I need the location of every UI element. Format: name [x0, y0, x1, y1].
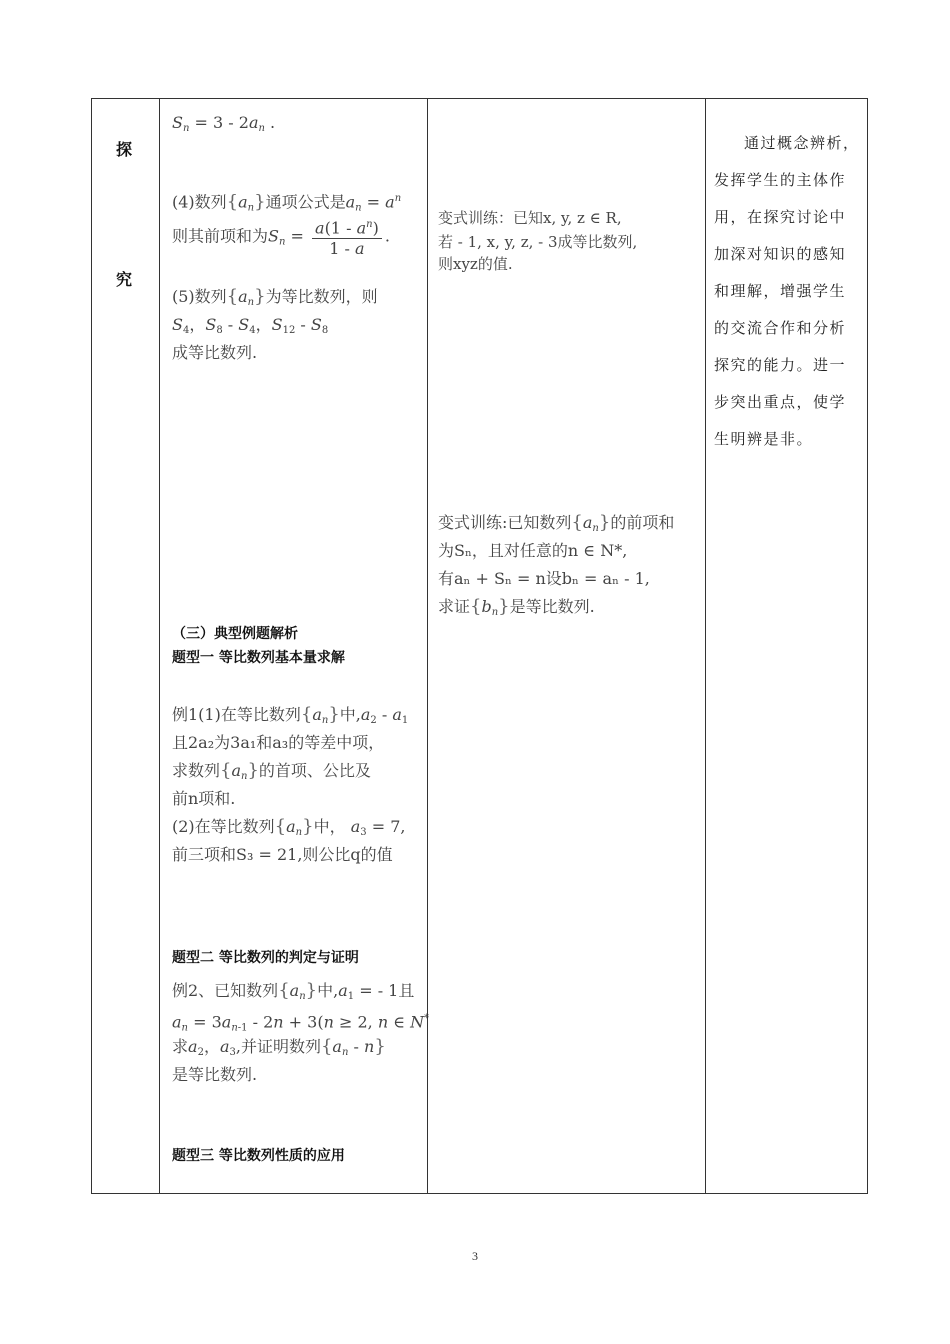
type3-heading: 题型三 等比数列性质的应用 [172, 1148, 345, 1164]
variant2-line2: 为Sₙ，且对任意的n ∈ N*, [438, 541, 628, 560]
variant-exercise-cell [428, 99, 704, 1193]
type1-heading: 题型一 等比数列基本量求解 [172, 650, 345, 666]
item4-line1: (4)数列$\{a_n\}$通项公式是$a_n = a^n$ [172, 191, 402, 214]
item5-line2: $S_4$，$S_8 - S_4$，$S_{12} - S_8$ [172, 315, 329, 336]
example1-line2: 且2a₂为3a₁和a₃的等差中项， [172, 733, 385, 752]
item5-prefix: (5)数列 [172, 287, 227, 306]
ex2-line3-prefix: 求 [172, 1037, 189, 1056]
variant2-line4-prefix: 求证 [438, 597, 471, 616]
main-content-cell [160, 99, 430, 1193]
ex2-suffix: 中, [317, 981, 339, 1000]
ex2-prefix: 例2、已知数列 [172, 981, 279, 1000]
item5-line1: (5)数列$\{a_n\}$为等比数列，则 [172, 286, 378, 308]
ex2-line3-mid: ,并证明数列 [235, 1037, 321, 1056]
stage-label-char: 究 [116, 270, 133, 289]
formula-sn: $S_n = 3 - 2a_n$ . [172, 113, 276, 134]
ex1-line3-prefix: 求数列 [172, 761, 221, 780]
variant1-line1: 变式训练：已知x, y, z ∈ R, [438, 209, 622, 227]
ex1-line5-prefix: (2)在等比数列 [172, 817, 275, 836]
design-note-text: 通过概念辨析，发挥学生的主体作用，在探究讨论中加深对知识的感知和理解，增强学生的交流合作和分析探究的能力。进一步突出重点，使学生明辨是非。 [714, 134, 860, 448]
item4-mid: 通项公式是 [265, 192, 346, 212]
variant2-line4-suffix: 是等比数列. [509, 597, 595, 616]
variant2-prefix: 变式训练:已知数列 [438, 513, 572, 532]
type2-heading: 题型二 等比数列的判定与证明 [172, 950, 359, 966]
example1-line4: 前n项和. [172, 789, 236, 808]
item5-suffix: 为等比数列，则 [265, 287, 378, 306]
variant2-line3: 有aₙ + Sₙ = n设bₙ = aₙ - 1, [438, 569, 650, 588]
example1-line5: (2)在等比数列$\{a_n\}$中， $a_3 = 7$, [172, 816, 406, 838]
ex1-line3-suffix: 的首项、公比及 [258, 761, 371, 780]
variant2-suffix: 的前项和 [610, 513, 675, 532]
page-number: 3 [472, 1249, 478, 1263]
example1-line1: 例1(1)在等比数列$\{a_n\}$中$,a_2 - a_1$ [172, 704, 409, 726]
example2-line2: $a_n = 3a_{n-1} - 2n + 3(n \ge 2$, n ∈ N* [172, 1012, 430, 1034]
variant2-line4: 求证$\{b_n\}$是等比数列. [438, 596, 595, 618]
example2-line3: 求$a_2$，$a_3$,并证明数列$\{a_n - n\}$ [172, 1036, 386, 1058]
item4-line2: 则其前项和为$S_n$ = $\frac{a(1 - a^n)}{1 - a}$ . [172, 215, 426, 259]
example1-line6: 前三项和S₃ = 21,则公比q的值 [172, 845, 393, 864]
ex1-mid: 中, [339, 705, 361, 724]
ex1-line5-suffix: 中， [313, 817, 346, 836]
example2-line4: 是等比数列. [172, 1065, 258, 1084]
item4-prefix: (4)数列 [172, 192, 227, 212]
stage-label-char: 探 [116, 140, 133, 159]
example1-line3: 求数列$\{a_n\}$的首项、公比及 [172, 760, 371, 782]
item5-line3: 成等比数列. [172, 343, 258, 362]
stage-label-cell [92, 99, 159, 1193]
variant1-line2: 若 - 1, x, y, z, - 3成等比数列, [438, 233, 638, 251]
variant1-line3: 则xyz的值. [438, 255, 513, 273]
ex1-prefix: 例1(1)在等比数列 [172, 705, 301, 724]
sum-fraction: $\frac{a(1 - a^n)}{1 - a}$ [312, 215, 382, 259]
design-note-cell [706, 99, 868, 1193]
lesson-table [91, 98, 868, 1194]
item4-line2-prefix: 则其前项和为 [172, 226, 269, 246]
variant2-line1: 变式训练:已知数列$\{a_n\}$的前项和 [438, 512, 675, 534]
section-heading: （三）典型例题解析 [172, 626, 298, 642]
example2-line1: 例2、已知数列$\{a_n\}$中$,a_1$ = - 1且 [172, 980, 415, 1002]
